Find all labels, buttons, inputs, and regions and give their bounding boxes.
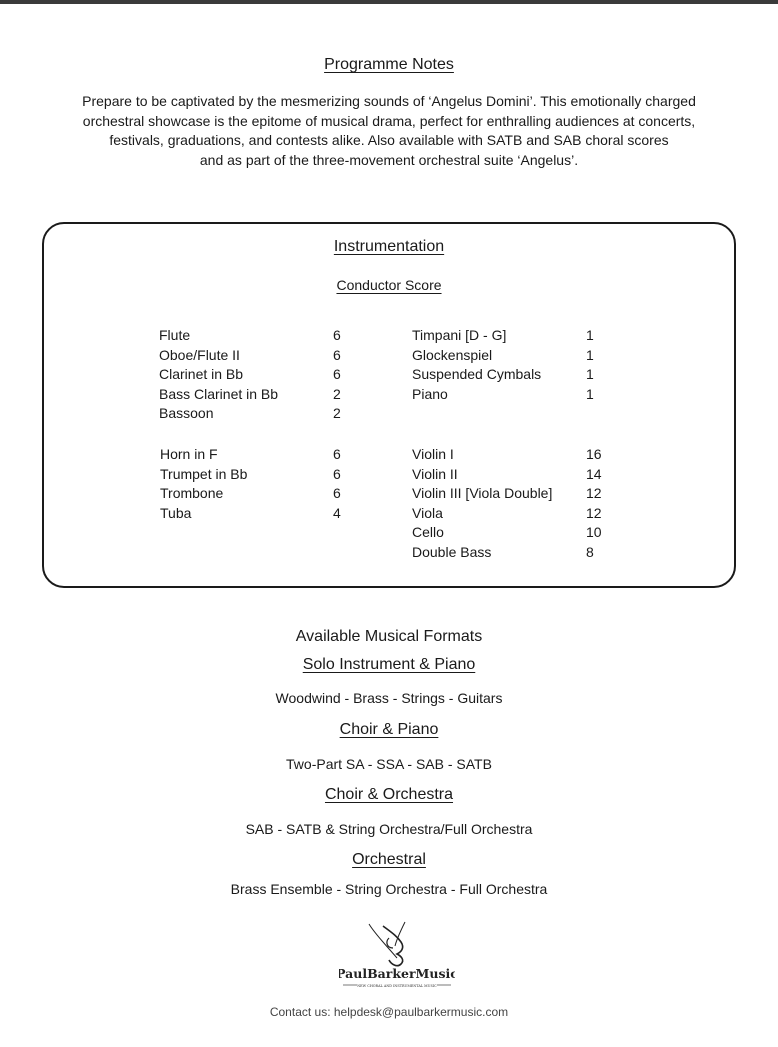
instrumentation-title [0,238,778,256]
instrument-name: Timpani [D - G] [412,327,507,343]
instrument-count: 1 [586,346,594,363]
format-detail: SAB - SATB & String Orchestra/Full Orchestra [245,821,533,837]
programme-notes-text [0,92,778,170]
notes-line: Prepare to be captivated by the mesmerizing sounds of ‘Angelus Domini’. This emotionally charged [82,93,696,109]
logo-tagline: NEW CHORAL AND INSTRUMENTAL MUSIC [357,984,437,988]
instrument-name: Tuba [160,504,192,521]
woodwind-list [159,326,359,424]
instrument-row [412,504,612,524]
brass-list [160,445,360,523]
notes-line: festivals, graduations, and contests alike. Also available with SATB and SAB choral scores [109,132,669,148]
instrument-name: Trumpet in Bb [160,465,248,482]
format-detail: Woodwind - Brass - Strings - Guitars [275,690,503,706]
instrument-row [160,484,360,504]
notes-line: orchestral showcase is the epitome of musical drama, perfect for enthralling audiences at concerts, [82,112,696,129]
instrument-name: Suspended Cymbals [412,366,542,382]
instrument-count: 6 [333,346,341,363]
instrument-count: 6 [333,465,341,482]
instrument-count: 1 [586,366,594,382]
conductor-score-label [0,277,778,293]
instrument-row [159,346,359,366]
instrument-row [412,445,612,465]
instrument-name: Oboe/Flute II [159,346,240,363]
format-detail: Two-Part SA - SSA - SAB - SATB [286,756,492,772]
instrument-count: 6 [333,485,341,501]
format-heading-text: Choir & Piano [339,721,439,738]
format-detail: Brass Ensemble - String Orchestra - Full Orchestra [230,881,548,897]
programme-notes-title [0,56,778,74]
instrument-name: Violin I [412,446,454,462]
instrument-name: Violin II [412,465,458,482]
instrument-name: Double Bass [412,543,492,560]
notes-line: and as part of the three-movement orchestral suite ‘Angelus’. [199,151,579,168]
instrument-name: Cello [412,524,444,540]
instrument-row [160,504,360,524]
instrument-row [159,385,359,405]
format-heading-text: Choir & Orchestra [324,786,454,803]
instrument-count: 1 [586,385,594,402]
instrument-name: Bassoon [159,405,214,421]
instrument-count: 1 [586,327,594,343]
instrument-name: Bass Clarinet in Bb [159,385,279,402]
logo-name: PaulBarkerMusic [339,966,455,981]
instrument-name: Trombone [160,485,224,501]
instrument-count: 2 [333,385,341,402]
instrument-row [412,484,612,504]
instrumentation-heading: Instrumentation [333,238,445,255]
format-heading-text: Solo Instrument & Piano [302,656,476,673]
formats-title: Available Musical Formats [295,628,483,645]
format-heading-text: Orchestral [352,851,426,868]
instrument-row [159,326,359,346]
instrument-count: 12 [586,504,602,521]
instrument-name: Viola [412,504,443,521]
violin-icon [339,918,455,990]
instrument-count: 8 [586,543,594,560]
instrument-name: Violin III [Viola Double] [412,485,553,501]
instrument-row [159,404,359,424]
instrument-row [159,365,359,385]
instrument-count: 6 [333,366,341,382]
instrument-count: 14 [586,465,602,482]
instrument-name: Flute [159,327,191,343]
instrument-row [160,465,360,485]
instrument-count: 6 [333,327,341,343]
instrument-count: 12 [586,485,602,501]
percussion-list [412,326,612,404]
programme-notes-heading: Programme Notes [324,56,454,73]
instrument-row [412,523,612,543]
instrument-row [412,326,612,346]
instrument-count: 4 [333,504,341,521]
instrument-count: 10 [586,524,602,540]
instrument-row [412,385,612,405]
instrument-row [412,543,612,563]
instrument-count: 6 [333,446,341,462]
format-heading [0,721,778,739]
instrument-row [412,346,612,366]
strings-list [412,445,612,562]
instrument-name: Glockenspiel [412,346,493,363]
instrument-name: Clarinet in Bb [159,366,244,382]
conductor-score-text: Conductor Score [336,277,442,293]
instrument-row [160,445,360,465]
paul-barker-music-logo [339,918,455,990]
instrument-row [412,365,612,385]
instrument-count: 2 [333,405,341,421]
format-heading [0,786,778,804]
top-border [0,0,778,4]
instrument-name: Horn in F [160,446,218,462]
format-heading [0,656,778,674]
instrument-row [412,465,612,485]
format-heading [0,851,778,869]
contact-email: Contact us: helpdesk@paulbarkermusic.com [269,1005,509,1019]
instrument-name: Piano [412,385,448,402]
instrument-count: 16 [586,446,602,462]
